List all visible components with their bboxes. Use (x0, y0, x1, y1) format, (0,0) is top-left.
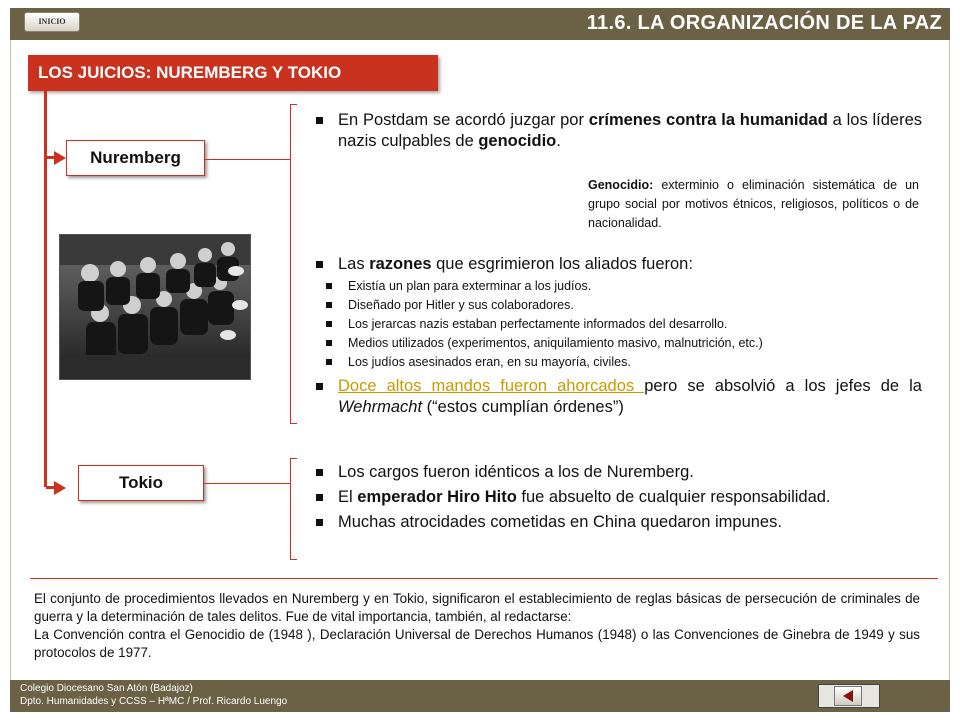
text-span: Las (338, 255, 370, 273)
list-item: Los judíos asesinados eran, en su mayoría, civiles. (316, 353, 922, 372)
tokio-connector (203, 483, 290, 484)
nuremberg-connector (204, 159, 290, 160)
definition-term: Genocidio: (588, 178, 654, 192)
list-item: Medios utilizados (experimentos, aniquilamiento masivo, malnutrición, etc.) (316, 334, 922, 353)
nuremberg-point-3 (316, 376, 922, 418)
tokio-arrow-icon (54, 481, 66, 495)
bullet-text (316, 110, 922, 152)
text-span: . (556, 132, 561, 150)
bullet-text (316, 376, 922, 418)
text-span: fue absuelto de cualquier responsabilidad. (516, 488, 831, 506)
nuremberg-point-1 (316, 110, 922, 152)
conclusion-paragraph: El conjunto de procedimientos llevados en Nuremberg y en Tokio, significaron el establecimiento de reglas básicas de persecución de criminales de guerra y la determinación de tales delitos. Fue de vital importancia, también, al redactarse: (34, 591, 920, 624)
bullet-text: Los cargos fueron idénticos a los de Nuremberg. (316, 462, 922, 483)
nuremberg-brace (290, 104, 297, 424)
reasons-list (316, 277, 922, 372)
trial-photo-image (60, 235, 250, 379)
text-span: En Postdam se acordó juzgar por (338, 111, 589, 129)
text-span: El (338, 488, 358, 506)
definition-text: exterminio o eliminación sistemática de un grupo social por motivos étnicos, religiosos, políticos o de nacionalidad. (588, 178, 919, 230)
tree-trunk-line (44, 91, 47, 487)
list-item: Diseñado por Hitler y sus colaboradores. (316, 296, 922, 315)
emperor-term: emperador Hiro Hito (357, 488, 517, 506)
separator-line (30, 578, 938, 579)
text-span: que esgrimieron los aliados fueron: (431, 255, 693, 273)
text-span: a los líderes nazis culpables de (338, 111, 923, 150)
text-span: pero se absolvió a los jefes de la (644, 377, 922, 395)
section-title: LOS JUICIOS: NUREMBERG Y TOKIO (28, 55, 438, 91)
tokio-label: Tokio (78, 465, 204, 501)
tokio-points (316, 462, 922, 533)
bullet-text (316, 254, 922, 275)
bullet-text (316, 487, 922, 508)
nuremberg-arrow-icon (54, 151, 66, 165)
nuremberg-label: Nuremberg (66, 140, 205, 176)
footer-school: Colegio Diocesano San Atón (Badajoz) (20, 683, 193, 694)
list-item: Existía un plan para exterminar a los judíos. (316, 277, 922, 296)
page-title: 11.6. LA ORGANIZACIÓN DE LA PAZ (586, 12, 942, 34)
reasons-term: razones (369, 255, 432, 273)
nuremberg-point-2 (316, 254, 922, 372)
footer-department: Dpto. Humanidades y CCSS – HªMC / Prof. Ricardo Luengo (20, 696, 288, 707)
wehrmacht-term: Wehrmacht (338, 398, 423, 416)
genocide-definition (588, 176, 919, 233)
crimes-term: crímenes contra la humanidad (588, 111, 828, 129)
nuremberg-trial-photo (59, 234, 251, 380)
tokio-brace (290, 458, 297, 560)
back-triangle-icon (843, 690, 853, 702)
footer-bar (10, 680, 950, 712)
conclusion-paragraph: La Convención contra el Genocidio de (1948 ), Declaración Universal de Derechos Humanos (1948) o las Convenciones de Ginebra de 1949 y sus protocolos de 1977. (34, 627, 920, 660)
back-button[interactable] (834, 686, 862, 706)
text-span: (“estos cumplían órdenes”) (422, 398, 624, 416)
genocide-term: genocidio (478, 132, 557, 150)
bullet-text: Muchas atrocidades cometidas en China quedaron impunes. (316, 512, 922, 533)
executions-link[interactable]: Doce altos mandos fueron ahorcados (338, 377, 645, 395)
home-button[interactable]: INICIO (24, 12, 80, 32)
list-item: Los jerarcas nazis estaban perfectamente informados del desarrollo. (316, 315, 922, 334)
conclusion-text (34, 590, 920, 662)
